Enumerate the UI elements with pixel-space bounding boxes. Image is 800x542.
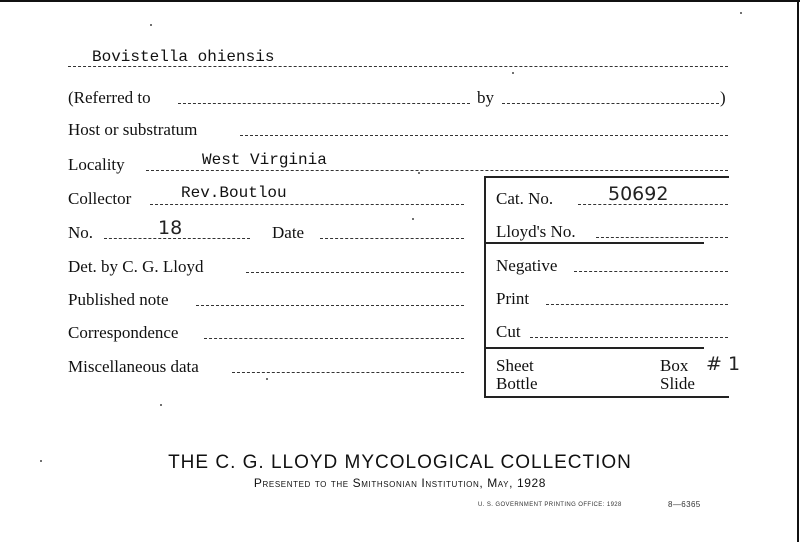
cat-no-value: 50692 — [608, 183, 669, 205]
date-line — [320, 238, 464, 239]
published-note-line — [196, 305, 464, 306]
scan-speck — [512, 72, 514, 74]
print-label: Print — [496, 289, 530, 308]
correspondence-label: Correspondence — [68, 323, 179, 342]
misc-data-label: Miscellaneous data — [68, 357, 199, 376]
box-top-border — [484, 176, 729, 178]
scan-speck — [160, 404, 162, 406]
collection-title: THE C. G. LLOYD MYCOLOGICAL COLLECTION — [168, 452, 632, 473]
host-line — [240, 135, 728, 136]
by-line — [502, 103, 719, 104]
negative-label: Negative — [496, 256, 558, 275]
referred-to-line — [178, 103, 470, 104]
collector-line — [150, 204, 464, 205]
cat-no-label: Cat. No. — [496, 189, 554, 208]
box-bottom-border — [484, 396, 729, 398]
scan-speck — [266, 378, 268, 380]
published-note-label: Published note — [68, 290, 169, 309]
species-name-line — [68, 66, 728, 67]
date-label: Date — [272, 223, 305, 242]
det-by-label: Det. by C. G. Lloyd — [68, 257, 204, 276]
scan-speck — [740, 12, 742, 14]
card-top-edge — [0, 0, 800, 2]
box-left-border — [484, 176, 486, 396]
collection-subtitle: Presented to the Smithsonian Institution, May, 1928 — [253, 476, 547, 490]
species-name: Bovistella ohiensis — [92, 48, 275, 66]
no-line — [104, 238, 250, 239]
box-divider-1 — [484, 242, 704, 244]
no-value: 18 — [158, 217, 183, 239]
scan-speck — [412, 218, 414, 220]
by-label: by — [477, 88, 494, 107]
referred-to-label: (Referred to — [68, 88, 151, 107]
correspondence-line — [204, 338, 464, 339]
locality-line — [146, 170, 728, 171]
lloyds-no-line — [596, 237, 728, 238]
no-label: No. — [68, 223, 94, 242]
box-label: Box — [660, 356, 689, 375]
form-code: 8—6365 — [668, 500, 701, 509]
locality-label: Locality — [68, 155, 125, 174]
det-by-line — [246, 272, 464, 273]
sheet-label: Sheet — [496, 356, 534, 375]
locality-value: West Virginia — [202, 151, 327, 169]
printing-office-note: U. S. GOVERNMENT PRINTING OFFICE: 1928 — [478, 502, 622, 508]
slide-label: Slide — [660, 374, 695, 393]
lloyds-no-label: Lloyd's No. — [496, 222, 576, 241]
box-value: # 1 — [706, 353, 741, 375]
bottle-label: Bottle — [496, 374, 538, 393]
cat-no-line — [578, 204, 728, 205]
host-label: Host or substratum — [68, 120, 198, 139]
print-line — [546, 304, 728, 305]
scan-speck — [418, 172, 420, 174]
collector-value: Rev.Boutlou — [181, 184, 287, 202]
box-divider-2 — [484, 347, 704, 349]
misc-data-line — [232, 372, 464, 373]
scan-speck — [150, 24, 152, 26]
negative-line — [574, 271, 728, 272]
close-paren: ) — [720, 88, 726, 107]
collector-label: Collector — [68, 189, 132, 208]
cut-line — [530, 337, 728, 338]
scan-speck — [40, 460, 42, 462]
cut-label: Cut — [496, 322, 521, 341]
